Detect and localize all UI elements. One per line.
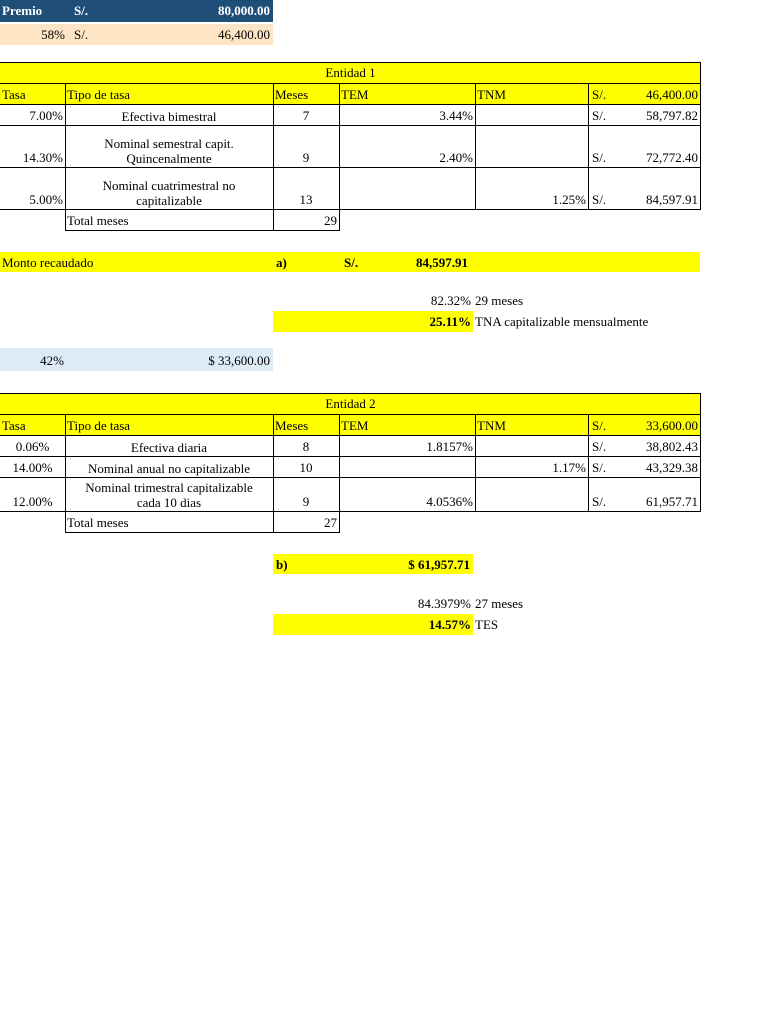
- entity2-line: [0, 511, 701, 512]
- monto-currency: S/.: [344, 256, 359, 270]
- entity2-line: [0, 414, 701, 415]
- entity2-row3-amount: 61,957.71: [646, 494, 698, 510]
- entity2-row3-tem: 4.0536%: [426, 494, 473, 510]
- entity1-row2-tipo: Nominal semestral capit. Quincenalmente: [104, 136, 234, 166]
- entity1-row3-meses: 13: [299, 192, 313, 208]
- entity1-line: [588, 83, 589, 210]
- monto-amount: 84,597.91: [416, 256, 468, 270]
- entity1-row3-tem: [339, 167, 475, 209]
- entity1-line: [0, 62, 701, 63]
- result1-pct-note: 29 meses: [475, 294, 524, 308]
- entity2-header-tipo: Tipo de tasa: [67, 419, 131, 433]
- entity1-row3-tnm: 1.25%: [552, 192, 586, 208]
- entity2-row2-amount: 43,329.38: [646, 460, 698, 476]
- entity2-row1-tnm: [475, 435, 588, 456]
- entity1-row3-amount: 84,597.91: [646, 192, 698, 208]
- entity1-row2-amount: 72,772.40: [646, 150, 698, 166]
- entity1-line: [0, 167, 701, 168]
- result2-rate-note: TES: [475, 618, 499, 632]
- entity2-row2-tnm: 1.17%: [552, 460, 586, 476]
- entity2-line: [65, 532, 340, 533]
- result2-rate: 14.57%: [428, 618, 471, 632]
- result2-pct-note: 27 meses: [475, 597, 524, 611]
- monto-letter: a): [276, 256, 287, 270]
- entity1-row1-tnm: [475, 104, 588, 125]
- monto-label: Monto recaudado: [2, 256, 94, 270]
- share-amount: 46,400.00: [218, 28, 270, 42]
- entity2-title: Entidad 2: [325, 397, 376, 411]
- entity2-row1-meses: 8: [302, 439, 310, 455]
- entity1-line: [0, 104, 701, 105]
- share-pct: 58%: [41, 28, 65, 42]
- entity2-row1-tipo: Efectiva diaria: [130, 439, 208, 455]
- entity1-total-value: 29: [324, 213, 337, 229]
- entity2-row3-tipo: Nominal trimestral capitalizable cada 10 dias: [85, 480, 253, 510]
- result1-rate: 25.11%: [429, 315, 471, 329]
- entity1-row1-tasa: 7.00%: [29, 108, 63, 124]
- entity1-row1-tipo: Efectiva bimestral: [121, 108, 217, 124]
- entity1-line: [0, 125, 701, 126]
- entity2-line: [339, 414, 340, 533]
- entity1-line: [273, 83, 274, 231]
- entity2-row2-tipo: Nominal anual no capitalizable: [87, 460, 251, 476]
- entity2-line: [273, 414, 274, 533]
- entity2-row3-currency: S/.: [592, 494, 607, 510]
- entity2-row2-tem: [339, 456, 475, 477]
- entity2-row3-tnm: [475, 477, 588, 511]
- entity1-row1-amount: 58,797.82: [646, 108, 698, 124]
- entity1-row2-currency: S/.: [592, 150, 607, 166]
- entity2-header-tasa: Tasa: [2, 419, 26, 433]
- entity2-row2-tasa: 14.00%: [12, 460, 53, 476]
- result1-pct: 82.32%: [430, 294, 471, 308]
- entity1-row3-tipo: Nominal cuatrimestral no capitalizable: [102, 178, 236, 208]
- entity2-row2-currency: S/.: [592, 460, 607, 476]
- share-currency: S/.: [74, 28, 89, 42]
- entity2-header-currency: S/.: [592, 419, 607, 433]
- entity2-row1-tem: 1.8157%: [426, 439, 473, 455]
- entity1-line: [700, 62, 701, 210]
- entity2-total-label: Total meses: [67, 515, 129, 531]
- entity1-row2-tasa: 14.30%: [22, 150, 63, 166]
- result1-rate-note: TNA capitalizable mensualmente: [475, 315, 649, 329]
- entity1-header-tipo: Tipo de tasa: [67, 88, 131, 102]
- entity2-line: [65, 414, 66, 533]
- entity1-row2-tnm: [475, 125, 588, 167]
- entity1-row1-currency: S/.: [592, 108, 607, 124]
- entity2-line: [0, 456, 701, 457]
- result2-amount: $ 61,957.71: [408, 558, 470, 572]
- entity1-line: [475, 83, 476, 210]
- entity2-row1-currency: S/.: [592, 439, 607, 455]
- entity2-row1-amount: 38,802.43: [646, 439, 698, 455]
- entity2-row3-meses: 9: [302, 494, 310, 510]
- result2-letter: b): [276, 558, 288, 572]
- entity1-line: [0, 209, 701, 210]
- entity1-line: [0, 83, 701, 84]
- entity1-row1-meses: 7: [302, 108, 310, 124]
- entity2-header-meses: Meses: [275, 419, 309, 433]
- entity1-row2-tem: 2.40%: [439, 150, 473, 166]
- premio-amount: 80,000.00: [218, 4, 270, 18]
- premio-label: Premio: [2, 4, 43, 18]
- entity1-row3-currency: S/.: [592, 192, 607, 208]
- entity2-line: [700, 393, 701, 512]
- entity2-total-value: 27: [324, 515, 337, 531]
- entity2-row1-tasa: 0.06%: [15, 439, 50, 455]
- split-pct: 42%: [40, 354, 64, 368]
- entity2-row3-tasa: 12.00%: [12, 494, 53, 510]
- entity2-line: [0, 435, 701, 436]
- entity1-header-tem: TEM: [341, 88, 369, 102]
- entity1-line: [339, 83, 340, 231]
- premio-currency: S/.: [74, 4, 89, 18]
- result2-pct: 84.3979%: [417, 597, 471, 611]
- entity2-header-tem: TEM: [341, 419, 369, 433]
- entity2-header-tnm: TNM: [477, 419, 506, 433]
- entity1-total-label: Total meses: [67, 213, 129, 229]
- entity1-header-tasa: Tasa: [2, 88, 26, 102]
- entity1-header-meses: Meses: [275, 88, 309, 102]
- entity2-line: [0, 393, 701, 394]
- entity1-header-currency: S/.: [592, 88, 607, 102]
- entity1-row3-tasa: 5.00%: [29, 192, 63, 208]
- entity2-header-amount: 33,600.00: [646, 419, 698, 433]
- entity1-header-amount: 46,400.00: [646, 88, 698, 102]
- entity1-row1-tem: 3.44%: [439, 108, 473, 124]
- entity1-line: [65, 83, 66, 231]
- split-amount: $ 33,600.00: [208, 354, 270, 368]
- entity2-line: [0, 477, 701, 478]
- entity2-line: [588, 414, 589, 512]
- entity1-title: Entidad 1: [325, 66, 376, 80]
- entity1-header-tnm: TNM: [477, 88, 506, 102]
- entity2-row2-meses: 10: [299, 460, 313, 476]
- entity1-line: [65, 230, 340, 231]
- entity2-line: [475, 414, 476, 512]
- entity1-row2-meses: 9: [302, 150, 310, 166]
